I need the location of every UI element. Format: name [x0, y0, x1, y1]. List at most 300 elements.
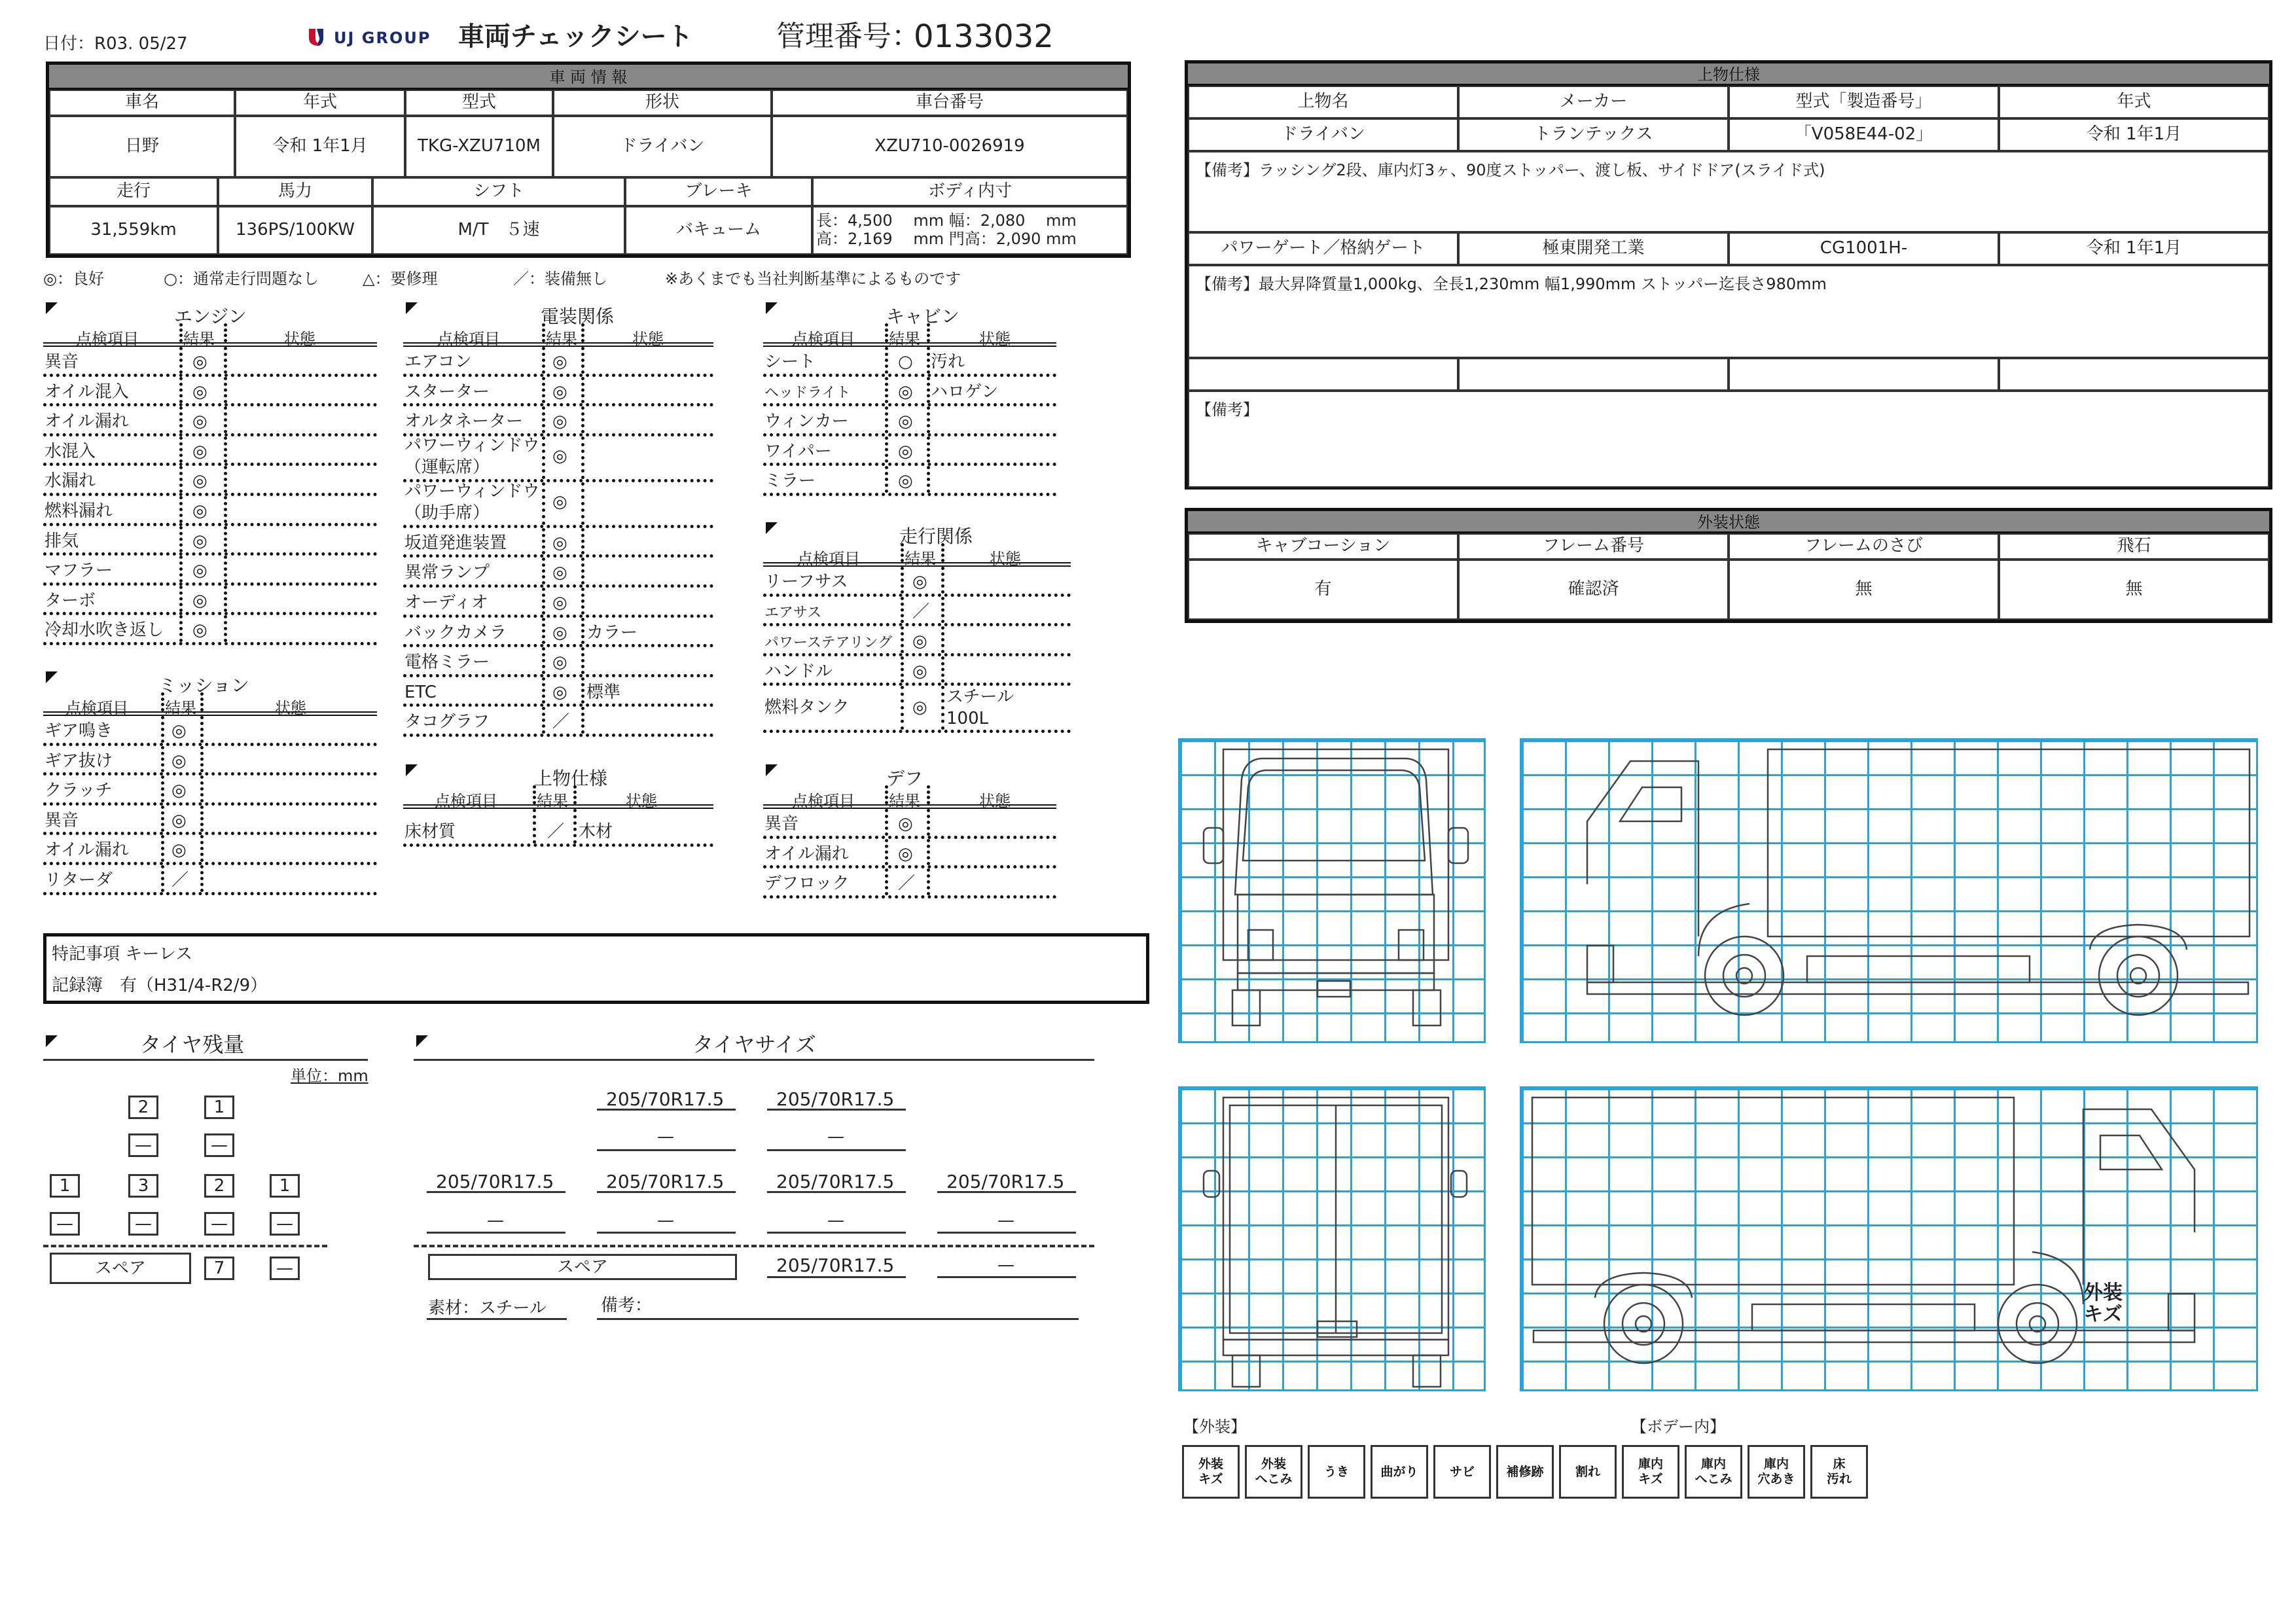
- table-row: [43, 776, 377, 806]
- table-row: [763, 406, 1056, 437]
- cell-text: 水漏れ: [45, 471, 96, 491]
- cell-text: オイル漏れ: [45, 840, 129, 861]
- tire-size-front-left: 205/70R17.5: [606, 1088, 725, 1110]
- header-cell: 型式: [405, 90, 553, 116]
- tire-size-rear-2: 205/70R17.5: [606, 1171, 725, 1192]
- empty-cell: [1999, 358, 2269, 391]
- legend-stamp: [1448, 1463, 1477, 1481]
- cell-text: ◎: [912, 632, 927, 652]
- cell-text: キズ: [1638, 1472, 1663, 1486]
- tire-size-spare-label: スペア: [428, 1254, 737, 1280]
- cell-text: 燃料漏れ: [45, 501, 113, 521]
- table-row: [763, 466, 1056, 496]
- section-marker-icon: [766, 522, 778, 534]
- car-name-value: 日野: [49, 116, 235, 177]
- engine-section: [43, 301, 377, 645]
- cell-text: （運転席）: [404, 457, 490, 478]
- cell-text: ターボ: [45, 590, 96, 611]
- col-state: 状態: [990, 550, 1021, 568]
- cell-text: ◎: [898, 471, 913, 491]
- legend-stamps: [1182, 1445, 1881, 1503]
- legend-body-label: 【ボデー内】: [1631, 1418, 1725, 1436]
- tire-remain-rear-2: 3: [128, 1174, 158, 1198]
- col-item: 点検項目: [76, 330, 139, 348]
- cell-text: 外装: [1198, 1457, 1223, 1472]
- mission-section: [43, 670, 377, 895]
- tire-size-spare-sub: —: [997, 1255, 1014, 1275]
- section-marker-icon: [46, 671, 58, 683]
- cell-text: 割れ: [1575, 1464, 1600, 1479]
- col-result: 結果: [889, 330, 920, 348]
- cell-text: 汚れ: [1826, 1472, 1852, 1486]
- cell-text: オイル混入: [45, 382, 129, 402]
- upper-note1: 【備考】ラッシング2段、庫内灯3ヶ、90度ストッパー、渡し板、サイドドア(スライド式): [1188, 151, 2269, 232]
- cell-text: クラッチ: [45, 781, 113, 801]
- running-section: [763, 521, 1071, 733]
- mgmt-label: 管理番号：: [776, 20, 920, 53]
- col-state: 状態: [626, 792, 657, 810]
- exterior-title: 外装状態: [1188, 511, 2269, 533]
- cell-text: ◎: [912, 697, 927, 717]
- legend-stamp: [1253, 1455, 1294, 1488]
- table-row: [403, 677, 713, 707]
- cell-text: ／: [912, 601, 930, 622]
- tire-remain-rear-3-sub: —: [204, 1212, 234, 1236]
- section-marker-icon: [46, 302, 58, 314]
- col-item: 点検項目: [792, 330, 855, 348]
- table-row: [43, 466, 377, 496]
- cell-text: バックカメラ: [404, 622, 507, 643]
- tire-size-front-right-sub: —: [827, 1127, 844, 1147]
- cell-text: カラー: [586, 622, 638, 643]
- header-cell: フレーム番号: [1458, 533, 1729, 560]
- header-cell: キャブコーション: [1188, 533, 1458, 560]
- table-row: [43, 716, 377, 746]
- cell-text: タコグラフ: [404, 712, 490, 732]
- cell-text: 曲がり: [1380, 1464, 1418, 1479]
- cell-text: ◎: [192, 561, 207, 581]
- table-row: [43, 556, 377, 586]
- table-row: [43, 526, 377, 556]
- table-row: [43, 806, 377, 836]
- right-side-view-panel: [1520, 1086, 2258, 1391]
- cell-text: 異常ランプ: [404, 563, 490, 583]
- upper-check-section: [403, 763, 713, 847]
- cell-text: 補修跡: [1506, 1464, 1544, 1479]
- cell-text: 庫内: [1638, 1457, 1663, 1472]
- serial-value: 「V058E44-02」: [1729, 118, 1999, 151]
- cell-text: オイル漏れ: [45, 412, 129, 432]
- cell-text: ◎: [552, 446, 567, 467]
- gate-year-value: 令和 1年1月: [1999, 232, 2269, 265]
- tire-remain-spare: 7: [204, 1257, 234, 1280]
- cell-text: ウィンカー: [764, 412, 849, 432]
- tire-remain-front-left: 2: [128, 1096, 158, 1119]
- table-row: [403, 558, 713, 588]
- table-row: [403, 647, 713, 677]
- cell-text: リターダ: [45, 870, 113, 890]
- table-row: [763, 597, 1071, 627]
- maker-value: トランテックス: [1458, 118, 1729, 151]
- cell-text: 冷却水吹き返し: [45, 620, 164, 641]
- table-row: [43, 437, 377, 467]
- tire-remain-spare-sub: —: [270, 1257, 300, 1280]
- tire-remain-spare-label: スペア: [50, 1253, 191, 1284]
- cell-text: キズ: [1198, 1472, 1223, 1486]
- remarks-line2: 記録簿 有（H31/4-R2/9）: [52, 976, 268, 995]
- tire-size-rear-2-sub: —: [657, 1211, 674, 1230]
- remarks-box: [43, 933, 1149, 1004]
- front-view-panel: [1178, 738, 1486, 1043]
- table-row: [403, 707, 713, 737]
- cell-text: 汚れ: [931, 352, 965, 372]
- cell-text: 異音: [764, 814, 799, 834]
- legend-stamp: [1636, 1455, 1665, 1488]
- cell-text: ヘッドライト: [764, 385, 851, 401]
- tire-remain-front-right-sub: —: [204, 1133, 234, 1157]
- table-row: [43, 347, 377, 377]
- tire-size-rear-1: 205/70R17.5: [436, 1171, 554, 1192]
- cell-text: サビ: [1449, 1464, 1475, 1479]
- cell-text: ◎: [552, 592, 567, 613]
- cell-text: ◎: [192, 441, 207, 461]
- cell-text: ハンドル: [764, 661, 833, 681]
- cell-text: ◎: [552, 412, 567, 432]
- upper-check-title: 上物仕様: [534, 768, 608, 789]
- cell-text: ◎: [552, 382, 567, 402]
- body-dimension-line2: 高：2,169 mm 門高：2,090 mm: [816, 230, 1077, 248]
- cell-text: 電格ミラー: [404, 652, 490, 673]
- cell-text: エアサス: [764, 605, 822, 621]
- cell-text: ギア抜け: [45, 751, 113, 771]
- table-row: [43, 406, 377, 437]
- cell-text: ◎: [552, 652, 567, 673]
- cell-text: 穴あき: [1757, 1472, 1795, 1486]
- cell-text: ◎: [552, 622, 567, 643]
- exterior-table: [1185, 508, 2272, 623]
- section-marker-icon: [416, 1035, 428, 1047]
- header-cell: フレームのさび: [1729, 533, 1999, 560]
- col-item: 点検項目: [435, 792, 497, 810]
- cell-text: ギア鳴き: [45, 721, 113, 741]
- header-cell: 車台番号: [772, 90, 1128, 116]
- cell-text: ETC: [404, 682, 437, 702]
- left-side-view-panel: [1520, 738, 2258, 1043]
- cell-text: スターター: [404, 382, 490, 402]
- cell-text: ◎: [171, 751, 187, 771]
- engine-title: エンジン: [174, 306, 247, 327]
- col-result: 結果: [546, 330, 577, 348]
- cell-text: ◎: [898, 844, 913, 864]
- cell-text: オルタネーター: [404, 412, 523, 432]
- header-cell: 年式: [235, 90, 405, 116]
- gate-type-value: パワーゲート／格納ゲート: [1188, 232, 1458, 265]
- remarks-line1: 特記事項 キーレス: [52, 944, 192, 964]
- cell-text: ハロゲン: [931, 382, 999, 402]
- table-row: [403, 437, 713, 482]
- tire-remain-title: タイヤ残量: [140, 1032, 245, 1057]
- cell-text: ◎: [192, 382, 207, 402]
- vehicle-info-title: 車 両 情 報: [49, 65, 1128, 90]
- cell-text: マフラー: [45, 561, 113, 581]
- cell-text: パワーウィンドウ: [404, 436, 540, 456]
- header-cell: 車名: [49, 90, 235, 116]
- table-row: [403, 588, 713, 618]
- mileage-value: 31,559km: [49, 206, 218, 255]
- cell-text: スチール: [946, 687, 1014, 707]
- rear-view-panel: [1178, 1086, 1486, 1391]
- legend-stamp: [1504, 1463, 1545, 1481]
- power-value: 136PS/100KW: [218, 206, 372, 255]
- table-row: [43, 586, 377, 616]
- brake-value: バキューム: [625, 206, 812, 255]
- diff-section: [763, 763, 1056, 899]
- col-state: 状態: [979, 330, 1011, 348]
- tire-size-front-right: 205/70R17.5: [776, 1088, 895, 1110]
- cell-text: ◎: [912, 572, 927, 592]
- tire-size-rear-3: 205/70R17.5: [776, 1171, 895, 1192]
- col-item: 点検項目: [65, 699, 128, 717]
- tire-size-title: タイヤサイズ: [692, 1032, 816, 1057]
- cell-text: 床材質: [404, 822, 456, 842]
- table-row: [43, 377, 377, 407]
- cell-text: ◎: [192, 501, 207, 521]
- tire-material: 素材：スチール: [428, 1298, 547, 1318]
- tire-size-front-left-sub: —: [657, 1127, 674, 1147]
- table-row: [43, 835, 377, 865]
- upper-year-value: 令和 1年1月: [1999, 118, 2269, 151]
- cell-text: ◎: [171, 781, 187, 801]
- shift-value: M/T ５速: [372, 206, 625, 255]
- tire-remain-rear-3: 2: [204, 1174, 234, 1198]
- table-row: [763, 437, 1056, 467]
- cell-text: 外装: [1261, 1457, 1286, 1472]
- table-row: [43, 865, 377, 895]
- shape-value: ドライバン: [553, 116, 772, 177]
- col-item: 点検項目: [437, 330, 500, 348]
- table-row: [763, 809, 1056, 839]
- col-result: 結果: [183, 330, 215, 348]
- legend-ok: ○：通常走行問題なし: [164, 270, 319, 288]
- cell-text: ◎: [171, 721, 187, 741]
- tire-remain-rear-4-sub: —: [270, 1212, 300, 1236]
- cell-text: 異音: [45, 810, 79, 830]
- cell-text: ◎: [898, 382, 913, 402]
- body-dimension-line1: 長：4,500 mm 幅：2,080 mm: [816, 211, 1077, 230]
- header-cell: 年式: [1999, 86, 2269, 118]
- chassis-number-value: XZU710-0026919: [772, 116, 1128, 177]
- frame-number-value: 確認済: [1458, 560, 1729, 620]
- section-marker-icon: [766, 764, 778, 776]
- header-cell: 上物名: [1188, 86, 1458, 118]
- col-item: 点検項目: [792, 792, 855, 810]
- cell-text: ◎: [552, 533, 567, 553]
- cell-text: オーディオ: [404, 592, 488, 613]
- frame-rust-value: 無: [1729, 560, 1999, 620]
- damage-stamp-line1: 外装: [2083, 1281, 2123, 1304]
- cell-text: 庫内: [1700, 1457, 1726, 1472]
- diff-title: デフ: [886, 768, 924, 789]
- col-result: 結果: [165, 699, 196, 717]
- header-cell: 走行: [49, 177, 218, 206]
- table-row: [763, 377, 1056, 407]
- cell-text: 標準: [586, 682, 621, 702]
- legend-stamp: [1322, 1463, 1351, 1481]
- flying-stone-value: 無: [1999, 560, 2269, 620]
- damage-stamp: [2083, 1282, 2123, 1325]
- legend-stamp: [1573, 1463, 1602, 1481]
- empty-cell: [1729, 358, 1999, 391]
- tire-size-rear-4: 205/70R17.5: [946, 1171, 1065, 1192]
- legend-stamp: [1196, 1455, 1225, 1488]
- truck-left-side-icon: [1522, 740, 2260, 1045]
- tire-note-label: 備考：: [601, 1296, 653, 1315]
- body-dimensions-cell: [812, 206, 1128, 255]
- cell-text: 燃料タンク: [764, 697, 850, 717]
- col-item: 点検項目: [797, 550, 860, 568]
- table-row: [763, 686, 1071, 733]
- cell-text: ◎: [192, 412, 207, 432]
- date-label: 日付：R03. 05/27: [43, 34, 188, 54]
- cabin-title: キャビン: [886, 306, 960, 327]
- table-row: [43, 746, 377, 776]
- cell-text: リーフサス: [764, 572, 848, 592]
- cell-text: シート: [764, 352, 816, 372]
- header-cell: 馬力: [218, 177, 372, 206]
- tire-size-spare: 205/70R17.5: [776, 1255, 895, 1276]
- upper-spec-title: 上物仕様: [1188, 63, 2269, 86]
- cell-text: ◎: [552, 492, 567, 512]
- header-cell: 型式「製造番号」: [1729, 86, 1999, 118]
- header-cell: シフト: [372, 177, 625, 206]
- table-row: [403, 406, 713, 437]
- cell-text: ◎: [898, 441, 913, 461]
- truck-rear-icon: [1180, 1088, 1488, 1393]
- col-result: 結果: [537, 792, 568, 810]
- table-row: [403, 482, 713, 528]
- tire-size-rear-4-sub: —: [997, 1211, 1014, 1230]
- gate-maker-value: 極東開発工業: [1458, 232, 1729, 265]
- header-cell: 形状: [553, 90, 772, 116]
- running-title: 走行関係: [899, 526, 973, 547]
- col-state: 状態: [275, 699, 306, 717]
- cell-text: ◎: [898, 412, 913, 432]
- tire-size-rear-1-sub: —: [487, 1211, 504, 1230]
- cell-text: ◎: [171, 810, 187, 830]
- damage-stamp-line2: キズ: [2083, 1303, 2123, 1326]
- cab-caution-value: 有: [1188, 560, 1458, 620]
- cell-text: ◎: [192, 352, 207, 372]
- legend-stamp: [1755, 1455, 1797, 1488]
- vehicle-info-row2: [49, 177, 1128, 255]
- year-value: 令和 1年1月: [235, 116, 405, 177]
- table-row: [403, 809, 713, 847]
- legend-good: ◎：良好: [43, 270, 104, 288]
- tire-remain-rear-1-sub: —: [50, 1212, 80, 1236]
- legend-repair: △：要修理: [363, 270, 438, 288]
- table-row: [403, 377, 713, 407]
- cell-text: 床: [1833, 1457, 1846, 1472]
- table-row: [403, 528, 713, 558]
- cell-text: パワーウィンドウ: [404, 482, 540, 502]
- col-state: 状態: [284, 330, 315, 348]
- legend-stamp: [1825, 1455, 1854, 1488]
- header-cell: ブレーキ: [625, 177, 812, 206]
- cell-text: ◎: [192, 471, 207, 491]
- tire-remain-front-left-sub: —: [128, 1133, 158, 1157]
- col-state: 状態: [632, 330, 664, 348]
- col-result: 結果: [905, 550, 936, 568]
- table-row: [763, 868, 1056, 899]
- cell-text: 庫内: [1763, 1457, 1789, 1472]
- legend-none: ／：装備無し: [513, 270, 607, 288]
- cell-text: ／: [171, 870, 189, 890]
- vehicle-info-row1: [49, 90, 1128, 177]
- tire-remain-rear-4: 1: [270, 1174, 300, 1198]
- cell-text: ◎: [192, 531, 207, 551]
- cell-text: （助手席）: [404, 503, 490, 524]
- header-cell: ボディ内寸: [812, 177, 1128, 206]
- col-result: 結果: [889, 792, 920, 810]
- engine-rows: [43, 347, 377, 645]
- section-marker-icon: [46, 1035, 58, 1047]
- cell-text: デフロック: [764, 874, 850, 894]
- unit-label: 単位：mm: [291, 1067, 368, 1085]
- table-row: [403, 618, 713, 648]
- table-row: [763, 567, 1071, 597]
- table-row: [43, 496, 377, 526]
- mgmt-number: 0133032: [914, 18, 1054, 55]
- cell-text: オイル漏れ: [764, 844, 849, 864]
- cell-text: ◎: [552, 682, 567, 702]
- upper-spec-table: [1185, 60, 2272, 490]
- gate-model-value: CG1001H-: [1729, 232, 1999, 265]
- cell-text: 100L: [946, 708, 989, 728]
- section-marker-icon: [406, 764, 418, 776]
- table-row: [43, 615, 377, 645]
- cell-text: ワイパー: [764, 441, 832, 461]
- cell-text: ◎: [898, 814, 913, 834]
- tire-remain-rear-2-sub: —: [128, 1212, 158, 1236]
- tire-remain-front-right: 1: [204, 1096, 234, 1119]
- legend-stamp: [1378, 1463, 1420, 1481]
- cell-text: ◎: [171, 840, 187, 861]
- cabin-section: [763, 301, 1056, 496]
- cell-text: パワーステアリング: [764, 634, 893, 651]
- cell-text: 水混入: [45, 441, 96, 461]
- tire-size-rear-3-sub: —: [827, 1211, 844, 1230]
- table-row: [763, 347, 1056, 377]
- table-row: [763, 656, 1071, 687]
- cell-text: ミラー: [764, 471, 816, 491]
- col-state: 状態: [979, 792, 1011, 810]
- cell-text: ◎: [192, 590, 207, 611]
- cell-text: 排気: [45, 531, 79, 551]
- cell-text: 異音: [45, 352, 79, 372]
- cell-text: ／: [552, 712, 570, 732]
- mission-title: ミッション: [158, 675, 249, 696]
- upper-note2: 【備考】最大昇降質量1,000kg、全長1,230mm 幅1,990mm ストッパー迄長さ980mm: [1188, 265, 2269, 358]
- legend-exterior-label: 【外装】: [1183, 1418, 1246, 1436]
- truck-right-side-icon: [1522, 1088, 2260, 1393]
- logo-text: UJ GROUP: [334, 29, 431, 47]
- cell-text: ◎: [192, 620, 207, 641]
- cell-text: ／: [898, 874, 916, 894]
- cell-text: ○: [898, 352, 913, 372]
- truck-front-icon: [1180, 740, 1488, 1045]
- body-name-value: ドライバン: [1188, 118, 1458, 151]
- cell-text: へこみ: [1695, 1472, 1732, 1486]
